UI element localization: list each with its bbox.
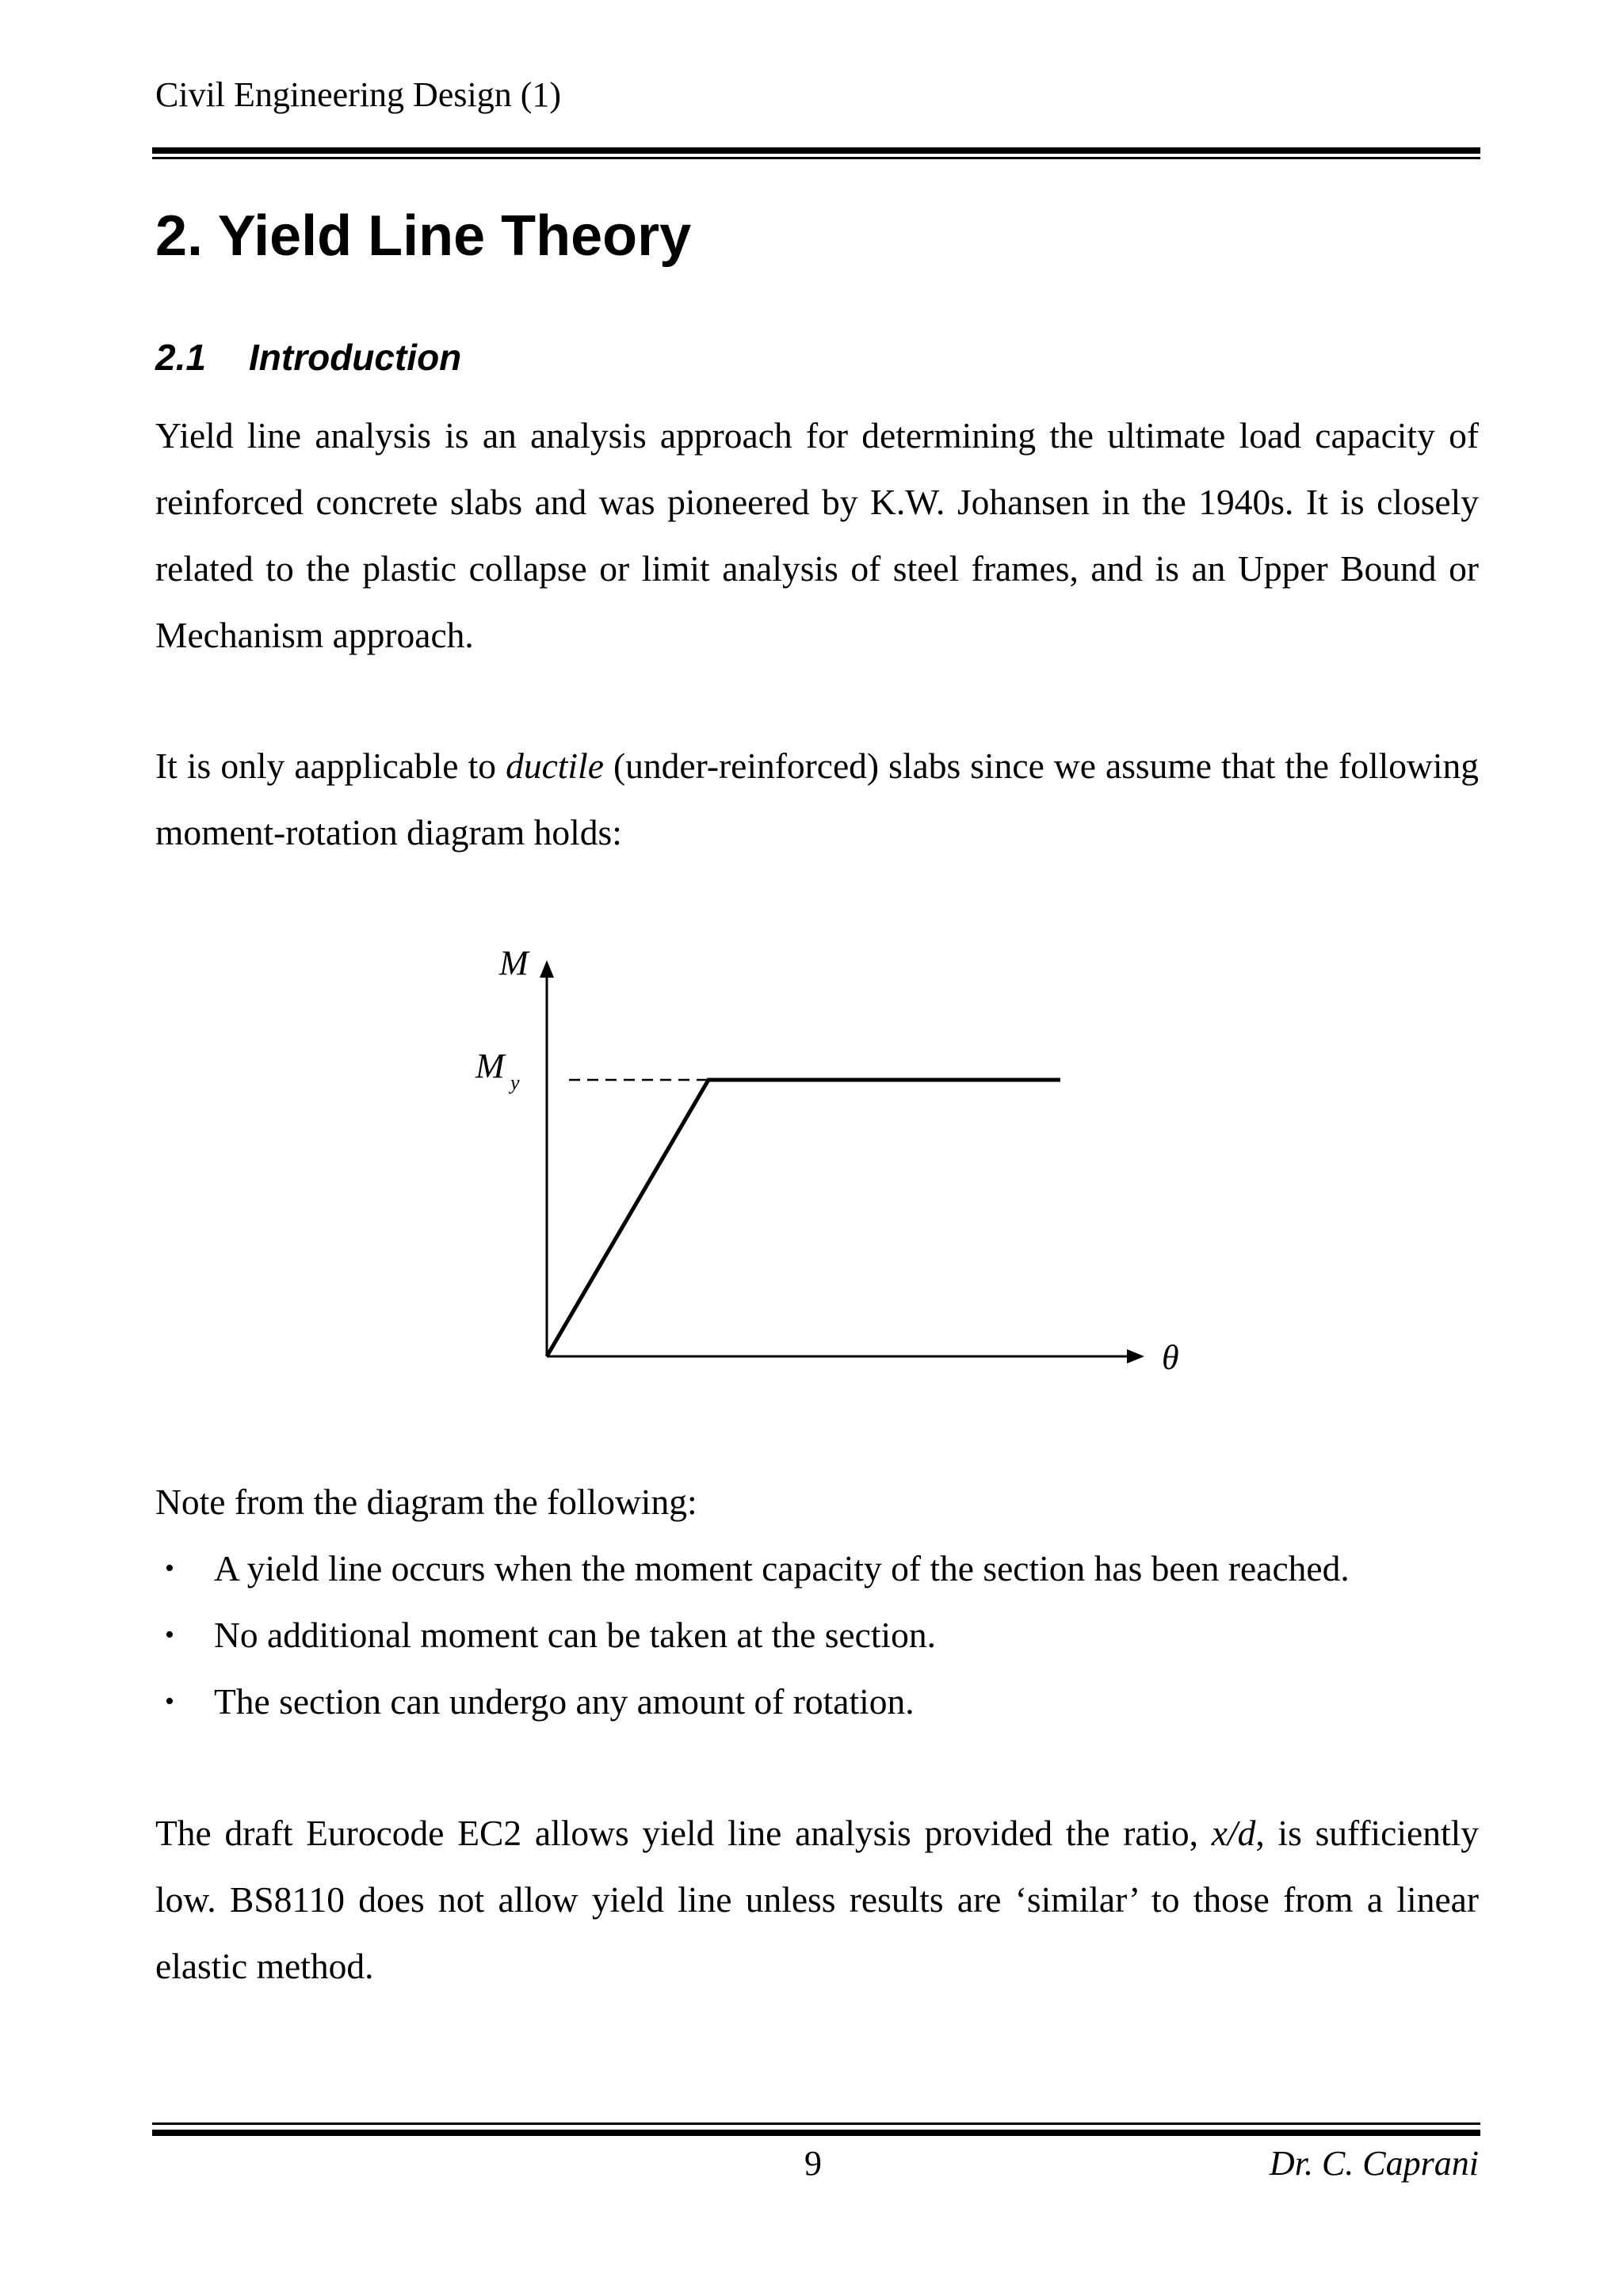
page-number: 9 (804, 2144, 822, 2183)
y-axis-arrowhead (540, 960, 554, 978)
x-axis-label: θ (1162, 1338, 1179, 1377)
bullet-marker: • (165, 1620, 174, 1650)
bullet-marker: • (165, 1687, 174, 1716)
list-item (155, 1669, 1479, 1735)
ductile-paragraph (155, 733, 1479, 866)
bullet-text: A yield line occurs when the moment capacity of the section has been reached. (214, 1548, 1350, 1589)
running-header: Civil Engineering Design (1) (155, 75, 562, 114)
chapter-title: 2. Yield Line Theory (155, 204, 692, 268)
y-axis-label: M (499, 944, 529, 982)
yield-moment-label: M (475, 1047, 505, 1085)
list-item (155, 1602, 1479, 1669)
moment-rotation-curve (547, 1080, 1060, 1356)
header-rule-thick (152, 147, 1480, 154)
ductile-paragraph-text-2: (under-reinforced) slabs since we assume that the following moment-rotation diagram holds: (155, 746, 1480, 852)
note-line: Note from the diagram the following: (155, 1482, 697, 1522)
moment-rotation-diagram (444, 919, 1236, 1394)
bullet-text: No additional moment can be taken at the section. (214, 1615, 936, 1655)
eurocode-paragraph-text-1: The draft Eurocode EC2 allows yield line analysis provided the ratio, (155, 1813, 1212, 1853)
yield-moment-subscript: y (510, 1071, 520, 1094)
list-item (155, 1535, 1479, 1602)
footer-author: Dr. C. Caprani (1269, 2144, 1479, 2183)
bullet-text: The section can undergo any amount of rotation. (214, 1681, 915, 1722)
intro-paragraph: Yield line analysis is an analysis approach for determining the ultimate load capacity of reinforced concrete slabs and was pioneered by K.W. Johansen in the 1940s. It is closely related to the plastic collapse or limit analysis of steel frames, and is an Upper Bound or Mechanism approach. (155, 415, 1479, 655)
header-rule-thin (152, 157, 1480, 159)
section-heading (155, 339, 461, 376)
footer-rule-thick (152, 2130, 1480, 2136)
x-axis-arrowhead (1127, 1349, 1144, 1363)
ratio-emphasis: x/d (1211, 1813, 1256, 1853)
eurocode-paragraph-text-2: , is sufficiently low. BS8110 does not allow yield line unless results are ‘similar’ to those from a linear elastic method. (155, 1813, 1479, 1986)
section-number: 2.1 (155, 337, 206, 378)
section-title: Introduction (249, 337, 462, 378)
ductile-emphasis: ductile (506, 746, 604, 786)
bullet-marker: • (165, 1554, 174, 1583)
ductile-paragraph-text-1: It is only aapplicable to (155, 746, 506, 786)
eurocode-paragraph (155, 1800, 1479, 2000)
note-bullet-list (155, 1535, 1479, 1735)
footer-rule-thin (152, 2122, 1480, 2125)
